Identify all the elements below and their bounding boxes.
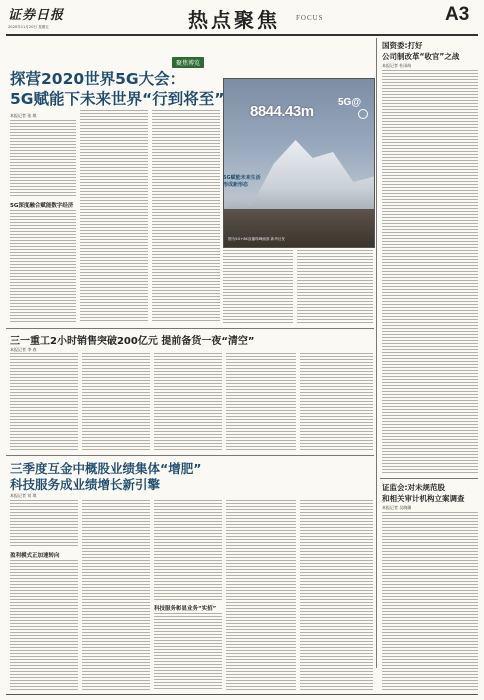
bottom-right-headline-line2: 和相关审计机构立案调查 xyxy=(382,494,465,503)
lead-body-col2 xyxy=(80,110,148,323)
footer-rule xyxy=(6,694,478,695)
lead-tag-frame xyxy=(172,54,222,68)
second-body-col5 xyxy=(300,353,373,450)
page-number: A3 xyxy=(445,4,470,25)
lead-body-col5 xyxy=(297,250,373,323)
masthead-logo: 证券日报 xyxy=(8,8,65,23)
third-body-col1a xyxy=(10,500,78,548)
photo-overlay-5g: 5G@ xyxy=(338,97,362,108)
signal-icon xyxy=(358,109,368,119)
second-byline: 本报记者 李 春 xyxy=(10,347,37,352)
photo-caption: 图为5G+8K直播珠峰画面 新华社发 xyxy=(228,237,285,241)
lead-photo xyxy=(223,78,375,248)
mid-subhead: 5G赋能未来生活 形成新形态 xyxy=(223,175,261,188)
lead-body-col3 xyxy=(152,110,220,323)
right-headline-line1: 国资委:打好 xyxy=(382,41,423,50)
right-column-divider xyxy=(376,38,377,668)
second-body-col1 xyxy=(10,353,78,450)
second-headline: 三一重工2小时销售突破200亿元 提前备货一夜“清空” xyxy=(10,336,255,347)
photo-overlay-number: 8844.43m xyxy=(250,103,314,120)
lead-tag: 聚焦博览 xyxy=(172,57,204,68)
lead-body-col4 xyxy=(223,250,293,323)
third-subhead-2: 科技服务彰显业务“实招” xyxy=(154,606,217,612)
right-body xyxy=(382,70,478,474)
lead-body-col1b xyxy=(10,210,76,323)
bottom-right-byline: 本报记者 吴晓璐 xyxy=(382,505,412,510)
divider-second xyxy=(6,328,374,329)
third-subhead-1: 盈利模式正加速转向 xyxy=(10,553,60,559)
divider-third xyxy=(6,455,374,456)
section-title-en: FOCUS xyxy=(296,14,324,22)
lead-byline: 本报记者 张 敏 xyxy=(10,113,37,118)
third-body-col4 xyxy=(226,500,296,690)
bottom-right-body xyxy=(382,512,478,690)
lead-body-col1a xyxy=(10,120,76,198)
lead-subhead-1: 5G深度融合赋能数字经济 xyxy=(10,203,74,209)
third-body-col3b xyxy=(154,613,222,690)
second-body-col2 xyxy=(82,353,150,450)
lead-headline-line2: 5G赋能下未来世界“行到将至” xyxy=(10,90,225,108)
bottom-right-headline-line1: 证监会:对未规范股 xyxy=(382,483,445,492)
third-byline: 本报记者 刘 琪 xyxy=(10,493,37,498)
third-body-col5 xyxy=(300,500,373,690)
masthead-date: 2020年11月20日 星期五 xyxy=(8,25,49,29)
third-headline-line2: 科技服务成业绩增长新引擎 xyxy=(10,477,161,492)
third-body-col3a xyxy=(154,500,222,600)
third-body-col1b xyxy=(10,560,78,690)
third-body-col2 xyxy=(82,500,150,690)
second-body-col4 xyxy=(226,353,296,450)
lead-headline-line1: 探营2020世界5G大会： xyxy=(10,70,186,88)
right-headline-line2: 公司制改革“收官”之战 xyxy=(382,52,460,61)
third-headline-line1: 三季度互金中概股业绩集体“增肥” xyxy=(10,461,202,476)
second-body-col3 xyxy=(154,353,222,450)
section-title: 热点聚焦 xyxy=(188,8,280,32)
divider-bottom-right xyxy=(380,478,478,479)
right-byline: 本报记者 杜雨萌 xyxy=(382,63,412,68)
header-rule xyxy=(6,34,478,36)
